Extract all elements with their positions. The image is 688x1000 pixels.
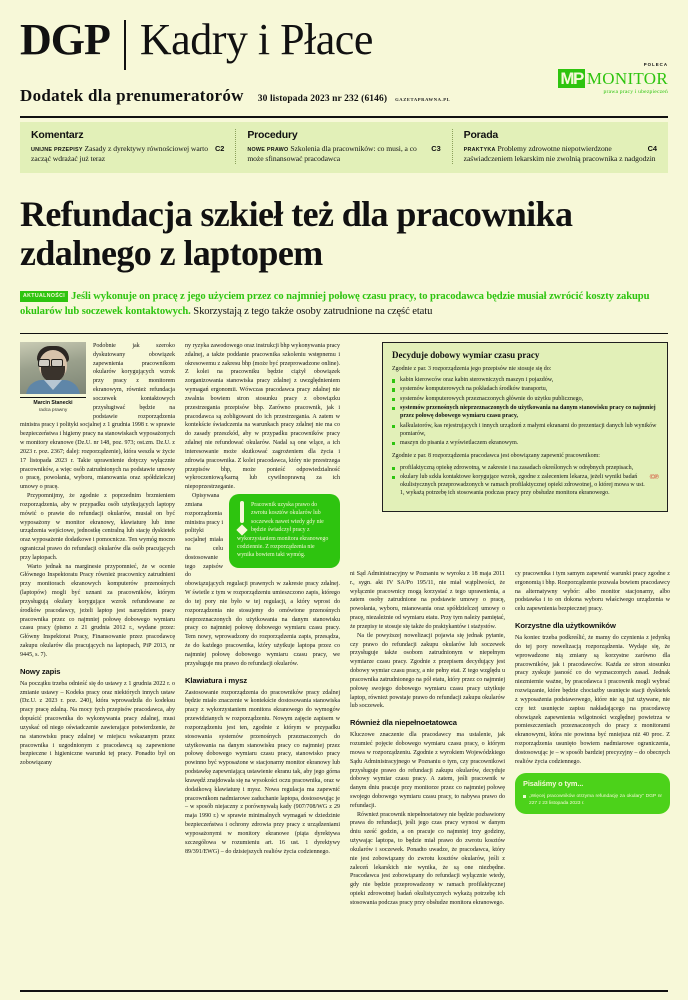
teaser-text	[464, 144, 657, 164]
subheading: Nowy zapis	[20, 666, 61, 676]
info-box-list-1	[392, 376, 658, 447]
paragraph: Na tle powyższej nowelizacji pojawia się jednak pytanie, czy prawo do refundacji zakupu okularów lub soczewek przysługuje także osobom zatrudnionym w niepełnym wymiarze czasu pracy. Zgodnie z przepisem decydujący jest dobowy wymiar czasu pracy, a nie pełny etat. Z tego względu u pracownika zatrudnionego na pół etatu, który przez co najmniej połowę swojego dobowego wymiaru czasu pracy użytkuje laptop, również powstaje prawo do refundacji zakupu okularów lub soczewek.	[350, 632, 505, 710]
paragraph: Kluczowe znaczenie dla pracodawcy ma ustalenie, jak rozumieć pojęcie dobowego wymiaru czasu pracy, o którym mowa w rozporządzeniu. Zgodnie z wyrokiem Wojewódzkiego Sądu Administracyjnego w Poznaniu o tym, czy pracownikowi przysługuje prawo do refundacji zakupu okularów, decyduje dobowy wymiar czasu pracy. A zatem, jeśli pracownik w danym dniu pracuje przy monitorze przez co najmniej połowę swojego dobowego wymiaru czasu pracy, to nabywa prawo do refundacji.	[350, 732, 505, 809]
brand-logo[interactable]: DGP	[20, 15, 110, 64]
related-articles-box	[515, 773, 670, 815]
paragraph: Opisywana zmiana rozporządzenia ministra pracy i polityki socjalnej miała na celu dostosowanie tego zapisów do obowiązujących regulacji prawnych w zakresie pracy zdalnej. W świetle z tym w rozporządzeniu umieszczono zapis, którego do tej pory nie było w tej regulacji, a który wprost do rozporządzenia nie stosujemy do omówione przenośnych nieprzeznaczonych do użytkowania na danym stanowisku pracy co najmniej połowę dobowego wymiaru czasu pracy. Tem nowy, wprowadzony do rozporządzenia zapis, przesądza, że do każdego pracownika, który użytkuje laptopa przez co najmniej połowę dobowego wymiaru czasu pracy, we przysługuje mu prawo do refundacji okularów.	[185, 493, 340, 667]
category-badge: AKTUALNOŚCI	[20, 291, 68, 302]
callout-box	[229, 494, 340, 568]
author-role: radca prawny	[38, 408, 68, 414]
subheading: Klawiatura i mysz	[185, 675, 248, 685]
list-item: profilaktyczną opiekę zdrowotną, w zakresie i na zasadach określonych w odrębnych przepisach,	[392, 464, 658, 472]
paragraph: ni Sąd Administracyjny w Poznaniu w wyroku z 18 maja 2011 r., sygn. akt IV SA/Po 195/11, nie miał wątpliwości, że wyłącznie pracownicy mogą korzystać z tego uprawnienia, a zatem osoby zatrudnione na podstawie umowy o pracę, powołania, wyboru, mianowania oraz spółdzielczej umowy o pracę, niezależnie od wymiaru etatu. Przy tym należy pamiętać, że przepisy te stosuje się także do praktykantów i stażystów.	[350, 570, 505, 630]
list-item: kalkulatorów, kas rejestrujących i innych urządzeń z małymi ekranami do prezentacji danych lub wyników pomiarów,	[392, 422, 658, 439]
list-item: kabin kierowców oraz kabin sterowniczych maszyn i pojazdów,	[392, 376, 658, 384]
info-box-intro-2: Zgodnie z par. 8 rozporządzenia pracodawca jest obowiązany zapewnić pracownikom:	[392, 453, 600, 460]
paragraph: Również pracownik niepełnoetatowy nie będzie pozbawiony prawa do refundacji, jeśli jego czas pracy wynosi w danym dniu sześć godzin, a on pracuje co najmniej trzy godziny, używając laptopa, to będzie miał prawo do zwrotu kosztów okularów i soczewek. Ponadto uwadze, że pracodawca, który nie jest zobowiązany do zwrotu kosztów okularów, jeśli z zaleceń lekarskich nie wynika, że są one niezbędne. Pracodawca jest zobowiązany do refundacji wyłącznie wtedy, gdy nie będzie przeprowadzony w ramach profilaktycznej opieki zdrowotnej badań okulistycznych wykażą potrzebę ich stosowania podczas pracy przy obsłudze monitora ekranowego.	[350, 811, 505, 906]
article-lead	[20, 289, 668, 319]
teaser-komentarz[interactable]	[20, 129, 235, 164]
paragraph: ny ryzyka zawodowego oraz instrukcji bhp wykonywania pracy zdalnej, a także poddanie pracownika szkoleniu wstępnemu i okresowemu z zakresu bhp (może być przeprowadzone online). Z kolei na pracowniku będzie ciążył obowiązek zorganizowania stanowiska pracy zdalnej z uwzględnieniem wymagań ergonomii. Wówczas pracodawca pracy zdalnej nie zwalnia bowiem stron stosunku pracy z obowiązku przestrzegania przepisów bhp. Zarówno pracownik, jak i pracodawca są zobligowani do ich przestrzegania. A zatem w kontekście świadczenia na warunkach pracy zdalnej nie ma co do zasady przeszkód, aby w przypadku pracowników pracy zdalnej nie refundować okularów. Nadal są one wlące, a ich interesowanie może skutkować zagrożeniem dla życia i zdrowia pracownika. Z kolei pracodawca, który nie przestrzega przepisów bhp, może ponieść odpowiedzialność wykroczeniową/karną lub cywilnoprawną za ich niepoprzestrzeganie.	[185, 342, 340, 491]
teaser-text	[31, 144, 224, 164]
info-box-intro-1: Zgodnie z par. 3 rozporządzenia jego przepisów nie stosuje się do:	[392, 365, 552, 372]
teaser-page: C2	[214, 144, 225, 153]
list-item: maszyn do pisania z wyświetlaczem ekranowym.	[392, 439, 658, 447]
masthead-rule	[20, 116, 668, 118]
teaser-kicker: NOWE PRAWO	[247, 147, 289, 153]
mp-mark-icon: MP	[560, 69, 583, 88]
section-title: Kadry i Płace	[139, 15, 373, 64]
article-columns	[20, 342, 668, 908]
list-item: systemów przenośnych nieprzeznaczonych do użytkowania na danym stanowisku pracy co najmniej przez połowę dobowego wymiaru czasu pracy,	[392, 404, 658, 421]
list-item-text: okulary lub szkła kontaktowe korygujące wzrok, zgodne z zaleceniem lekarza, jeżeli wyniki badań okulistycznych przeprowadzonych w ramach profilaktycznej opieki zdrowotnej, o której mowa w ust. 1, wykażą potrzebę ich stosowania podczas pracy przy obsłudze monitora ekranowego.	[400, 473, 645, 497]
paragraph: Przypomnijmy, że zgodnie z poprzednim brzmieniem rozporządzenia, aby w przypadku osób użytkujących laptopy mówić o prawie do refundacji okularów, musiał on być wyposażony w monitor ekranowy, klawiaturę lub inne urządzenia wejściowe, jednostkę centralną lub stację dyskietek oraz wyposażenie dodatkowe i pomocnicze. Ten wymóg mocno ograniczał prawo do refundacji okularów dla osób pracujących przy laptopach.	[20, 493, 175, 561]
teaser-page: C4	[647, 144, 657, 153]
footer-rule	[20, 990, 668, 992]
teaser-text	[247, 144, 440, 164]
teaser-title: Komentarz	[31, 129, 84, 141]
column-1	[20, 342, 175, 908]
article-headline: Refundacja szkieł też dla pracownika zdalnego z laptopem	[20, 194, 573, 274]
subheading: Również dla niepełnoetatowca	[350, 718, 457, 728]
exclamation-bar	[240, 501, 244, 523]
logo-divider	[124, 20, 126, 70]
info-box	[382, 342, 668, 512]
subheading: Korzystne dla użytkowników	[515, 621, 616, 631]
column-2	[185, 342, 340, 908]
lead-black-text: Skorzystają z tego także osoby zatrudnione na część etatu	[190, 305, 433, 317]
teaser-body: Problemy zdrowotne niepotwierdzone zaświadczeniem lekarskim nie zwolnią pracownika z nadgodzin	[463, 144, 656, 164]
paragraph: Warto jednak na marginesie przypomnieć, że w ocenie Głównego Inspektoratu Pracy również pracownicy zatrudnieni przy monitorach ekranowych komputerów przenośnych (laptopów) mogli być uznani za pracowników, którym przysługują okulary korygujące wzrok refundowane ze środków pracodawcy, jeżeli laptop jest narzędziem pracy pracownika przez co najmniej połowę dobowego wymiaru czasu pracy (pismo z 21 grudnia 2012 r., wydane przez: Główny Inspektorat Pracy, Finansowanie przez pracodawcę zakupu okularów dla pracujących na laptopach, PiP 2013, nr 9445, s. 7).	[20, 563, 175, 658]
lead-rule	[20, 333, 668, 334]
teaser-page: C3	[431, 144, 441, 153]
monitor-wordmark: MONITOR	[586, 69, 668, 88]
author-block	[20, 342, 86, 415]
teaser-bar	[20, 122, 668, 173]
list-item: systemów komputerowych przeznaczonych głównie do użytku publicznego,	[392, 395, 658, 403]
paragraph: cy pracownika i tym samym zapewnić warunki pracy zgodne z ergonomią i bhp. Rozporządzenie pozwala bowiem pracodawcy na alternatywny wybór: albo monitor stacjonarny, albo podstawka i to on dokona wyboru właściwego urządzenia w celu zapewnienia bezpiecznej pracy.	[515, 570, 670, 613]
exclamation-dot	[236, 524, 247, 535]
supplement-label: Dodatek dla prenumeratorów	[20, 86, 244, 105]
paragraph: Na koniec trzeba podkreślić, że mamy do czynienia z jedynką do tej pory nowelizacją rozporządzenia. Wydaje się, że wprowadzone nią zmiany są korzystne zarówno dla pracowników, jak i pracodawców. Każda ze stron stosunku pracy zyskuje jasność co do wyznaczonych zasad. Jednak niezmiernie ważne, by pracodawca i pracownik mogli wybrać rozwiązanie, które będzie chociażby usunięcie stacji dyskietek z wyposażenia podstawowego, które nie są już używane, nie czy też usunięcie zapisu nakładającego na pracodawcę obowiązek zapewnienia wilgotności względnej powietrza w pomieszczeniach przeznaczonych do pracy z monitorami ekranowymi, która nie powinna być mniejsza niż 40 proc. Z rozporządzenia usunięto bowiem nadmiarowe ograniczenia, dostosowując je – w sposób bardziej precyzyjny – do obecnych realiów życia codziennego.	[515, 635, 670, 765]
monitor-tagline: prawa pracy i ubezpieczeń	[603, 89, 668, 95]
related-articles-title: Pisaliśmy o tym...	[523, 778, 584, 788]
teaser-porada[interactable]	[452, 129, 668, 164]
paragraph: Podobnie jak szeroko dyskutowany obowiązek zapewnienia pracownikom okularów korygujących wzrok przy pracy z monitorem ekranowym, również refundacja soczewek kontaktowych przysługiwać będzie na podstawie rozporządzenia ministra pracy i polityki socjalnej z 1 grudnia 1998 r. w sprawie bezpieczeństwa i higieny pracy na stanowiskach wyposażonych w monitory ekranowe (Dz.U. nr 148, poz. 973; ost.zm. Dz.U. z 2023 r. poz. 2367; dalej: rozporządzenie), która weszła w życie 17 listopada 2023 r. Takie uprawnienie dotyczy wyłącznie pracowników, a więc osób zatrudnionych na podstawie umowy o pracę, powołania, wyboru, mianowania oraz spółdzielczej umowy o pracę.	[20, 342, 175, 491]
photo-glasses-right	[51, 359, 63, 367]
author-photo	[20, 342, 86, 394]
related-article-item[interactable]: „Więcej pracowników otrzyma refundację za okulary" DGP nr 227 z 23 listopada 2023 r.	[523, 793, 662, 807]
callout-text: Pracownik uzyska prawo do zwrotu kosztów okularów lub soczewek nawet wtedy gdy nie będzie świadczył pracy z wykorzystaniem monitora ekranowego codziennie. Z rozporządzenia nie wynika bowiem taki wymóg.	[237, 502, 329, 559]
teaser-procedury[interactable]	[235, 129, 451, 164]
website-url[interactable]: GAZETAPRAWNA.PL	[395, 97, 451, 102]
monitor-promo[interactable]	[558, 62, 668, 95]
exclamation-icon	[237, 501, 246, 534]
masthead	[20, 0, 668, 106]
lead-green-text: Jeśli wykonuje on pracę z jego użyciem przez co najmniej połowę czasu pracy, to pracodawca będzie musiał zwrócić koszty zakupu okularów lub soczewek kontaktowych.	[20, 290, 650, 317]
teaser-kicker: PRAKTYKA	[463, 147, 496, 153]
teaser-body: Zasady z dyrektywy równościowej warto zacząć wdrażać już teraz	[31, 144, 208, 164]
poleca-label: POLECA	[643, 62, 668, 67]
info-box-title: Decyduje dobowy wymiar czasu pracy	[392, 349, 540, 360]
list-item: systemów komputerowych na pokładach środków transportu,	[392, 385, 658, 393]
teaser-kicker: UNIJNE PRZEPISY	[31, 147, 83, 153]
monitor-logo	[558, 69, 668, 88]
issue-info: 30 listopada 2023 nr 232 (6146)	[257, 94, 388, 104]
photo-glasses-left	[38, 359, 50, 367]
teaser-title: Procedury	[247, 129, 298, 141]
list-item	[392, 473, 658, 498]
author-name: Marcin Stanecki	[20, 397, 86, 408]
paragraph: Na początku trzeba odnieść się do ustawy z 1 grudnia 2022 r. o zmianie ustawy – Kodeks pracy oraz niektórych innych ustaw (Dz.U. z 2023 r. poz. 240), która wprowadziła do kodeksu pracy pracę zdalną. Na mocy tych przepisów pracodawca, aby dopuścić pracownika do wykonywania pracy zdalnej, musi uzyskać od niego oświadczenie zawierające potwierdzenie, że na stanowisku pracy zdalnej w miejscu wskazanym przez pracownika i uzgodnionym z pracodawcą są zapewnione bezpieczne i higieniczne warunki tej pracy. Ponadto był on zobowiązany	[20, 680, 175, 767]
paragraph: Zastosowanie rozporządzenia do pracowników pracy zdalnej będzie miało znaczenie w kontekście dostosowania stanowiska pracy z wykorzystaniem monitora ekranowego do wymogów przewidzianych w rozporządzeniu. Nowym zajęcie zapisem w rozporządzeniu jest ten, zgodnie z którym w przypadku stosowania systemów przenośnych przeznaczonych do użytkowania na danym stanowisku pracy co najmniej przez połowę dobowego wymiaru czasu pracy, stanowisko pracy powinno być wyposażone w stacjonarny monitor ekranowy lub podstawkę zapewniającą ustawienie ekranu tak, aby jego górna krawędź znajdowała się na wysokości oczu pracownika, oraz w dodatkową klawiaturę i mysz. Nowa regulacja ma zapewnić pracownikom nadmiarowe zaduchanie laptopa, dostosowując je – w sposób niejaczny z porównywałą kady (907/708/WG z 29 maja 1990 r.) w sprawie minimalnych wymagań w dziedzinie bezpieczeństwa i ochrony zdrowia przy pracy z urządzeniami wyposażonymi w monitory ekranowe (piąta dyrektywa szczegółowa w rozumieniu art. 16 ust. 1 dyrektywy 89/391/EWG) – do dzisiejszych realiów życia codziennego.	[185, 689, 340, 855]
info-box-list-2	[392, 464, 658, 498]
teaser-body: Szkolenia dla pracowników: co musi, a co może sfinansować pracodawca	[247, 144, 417, 164]
teaser-title: Porada	[463, 129, 499, 141]
copyright-mark: ©℗	[649, 472, 658, 481]
